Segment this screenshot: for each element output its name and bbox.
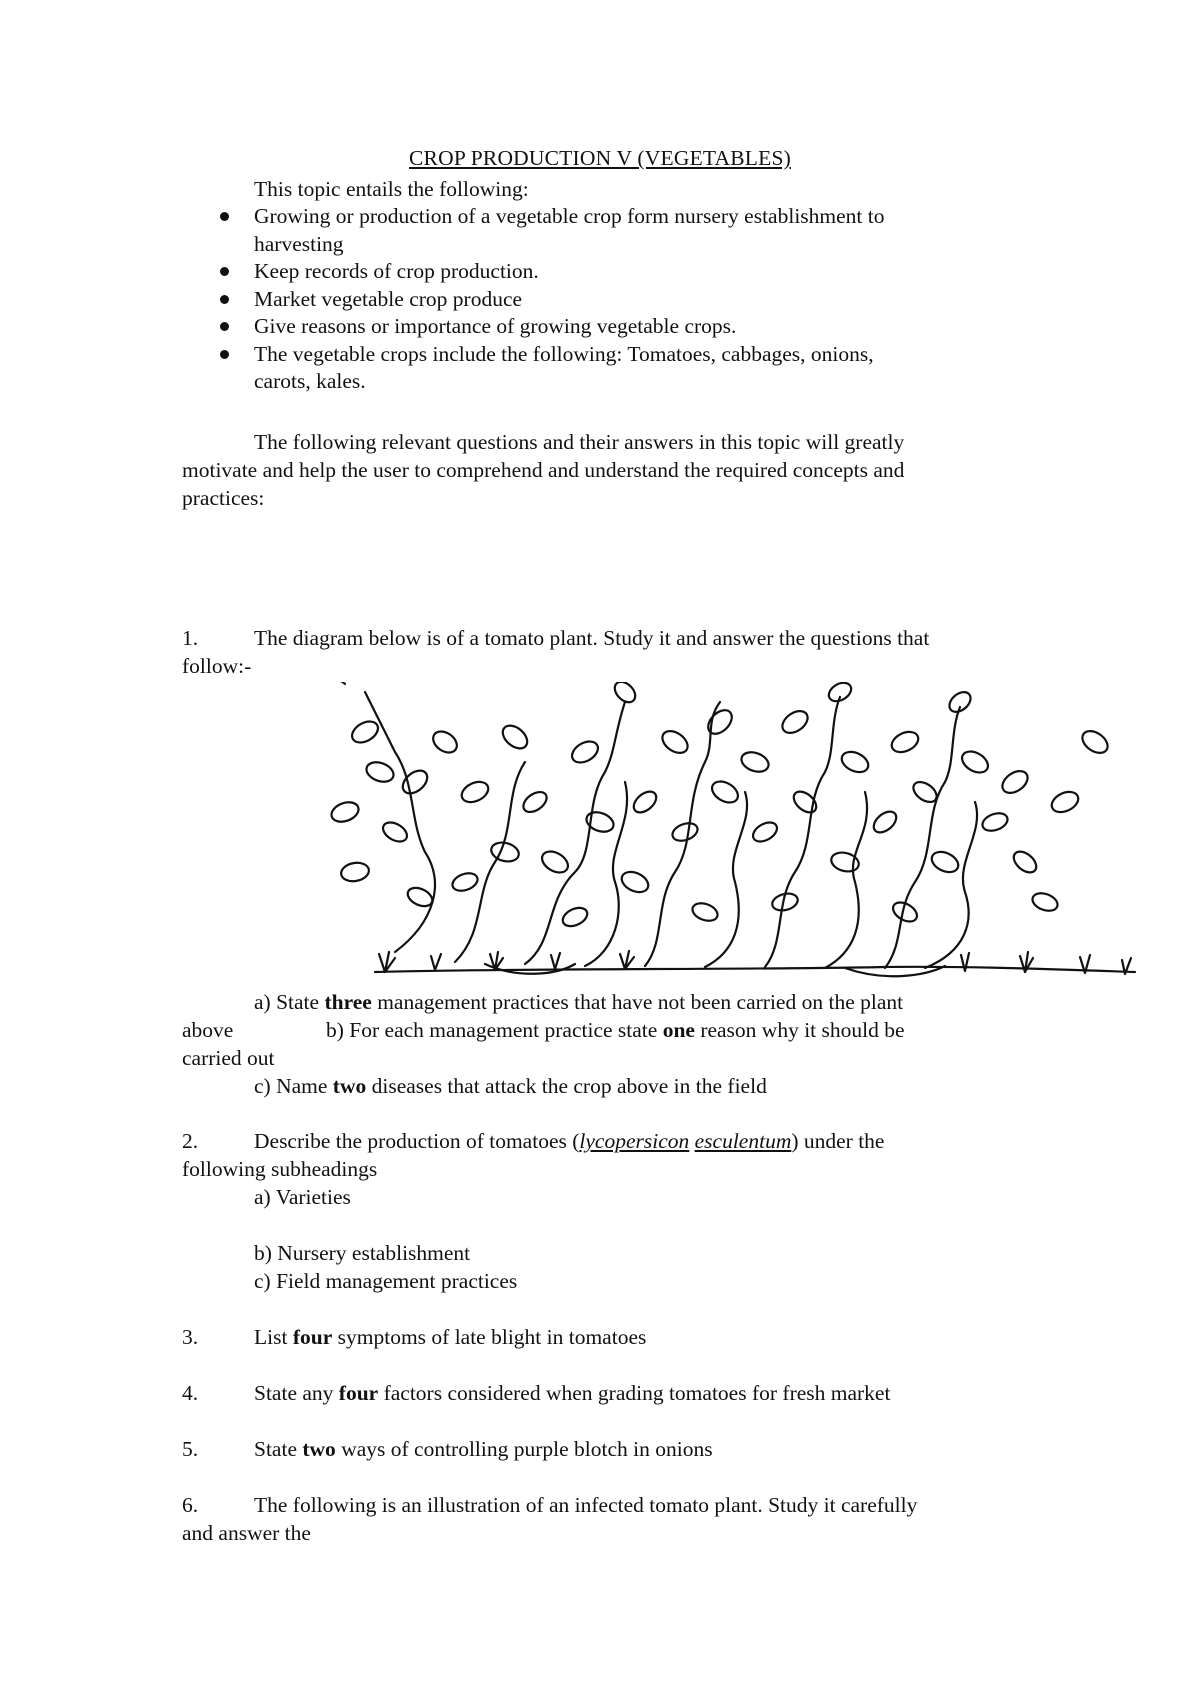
question-4: 4. State any four factors considered when grading tomatoes for fresh market [182, 1381, 891, 1405]
topic-bullet-list [218, 203, 998, 396]
question-2b: b) Nursery establishment [254, 1241, 471, 1265]
list-item-continuation: harvesting [254, 231, 344, 256]
bullet-icon [220, 212, 229, 221]
question-2a: a) Varieties [254, 1185, 351, 1209]
question-1c: c) Name two diseases that attack the crop above in the field [254, 1074, 767, 1098]
list-item: Market vegetable crop produce [218, 286, 998, 314]
question-6: 6. The following is an illustration of an infected tomato plant. Study it carefully and answer the [182, 1493, 918, 1545]
intro-text: This topic entails the following: [254, 177, 529, 201]
bullet-icon [220, 295, 229, 304]
document-title: CROP PRODUCTION V (VEGETABLES) [409, 146, 791, 170]
question-2c: c) Field management practices [254, 1269, 518, 1293]
intro-paragraph: The following relevant questions and their answers in this topic will greatly motivate and help the user to comprehend and understand the required concepts and practices: [182, 430, 905, 510]
question-1a: a) State three management practices that have not been carried on the plant [254, 990, 904, 1014]
bullet-icon [220, 350, 229, 359]
list-item: Give reasons or importance of growing vegetable crops. [218, 313, 998, 341]
question-1b: above b) For each management practice state one reason why it should be [182, 1018, 905, 1042]
question-5: 5. State two ways of controlling purple blotch in onions [182, 1437, 713, 1461]
list-item: Keep records of crop production. [218, 258, 998, 286]
list-item-continuation: carots, kales. [254, 369, 366, 393]
list-item: The vegetable crops include the following: Tomatoes, cabbages, onions, [218, 341, 998, 369]
tomato-plant-icon [325, 682, 1145, 992]
list-item: Growing or production of a vegetable crop form nursery establishment to [218, 203, 998, 231]
question-2: 2. Describe the production of tomatoes (lycopersicon esculentum) under the following subheadings [182, 1129, 885, 1181]
question-3: 3. List four symptoms of late blight in tomatoes [182, 1325, 647, 1349]
question-1b-continued: carried out [182, 1046, 275, 1070]
bullet-icon [220, 322, 229, 331]
question-1: 1. The diagram below is of a tomato plant. Study it and answer the questions that follow:- [182, 626, 930, 678]
bullet-icon [220, 267, 229, 276]
